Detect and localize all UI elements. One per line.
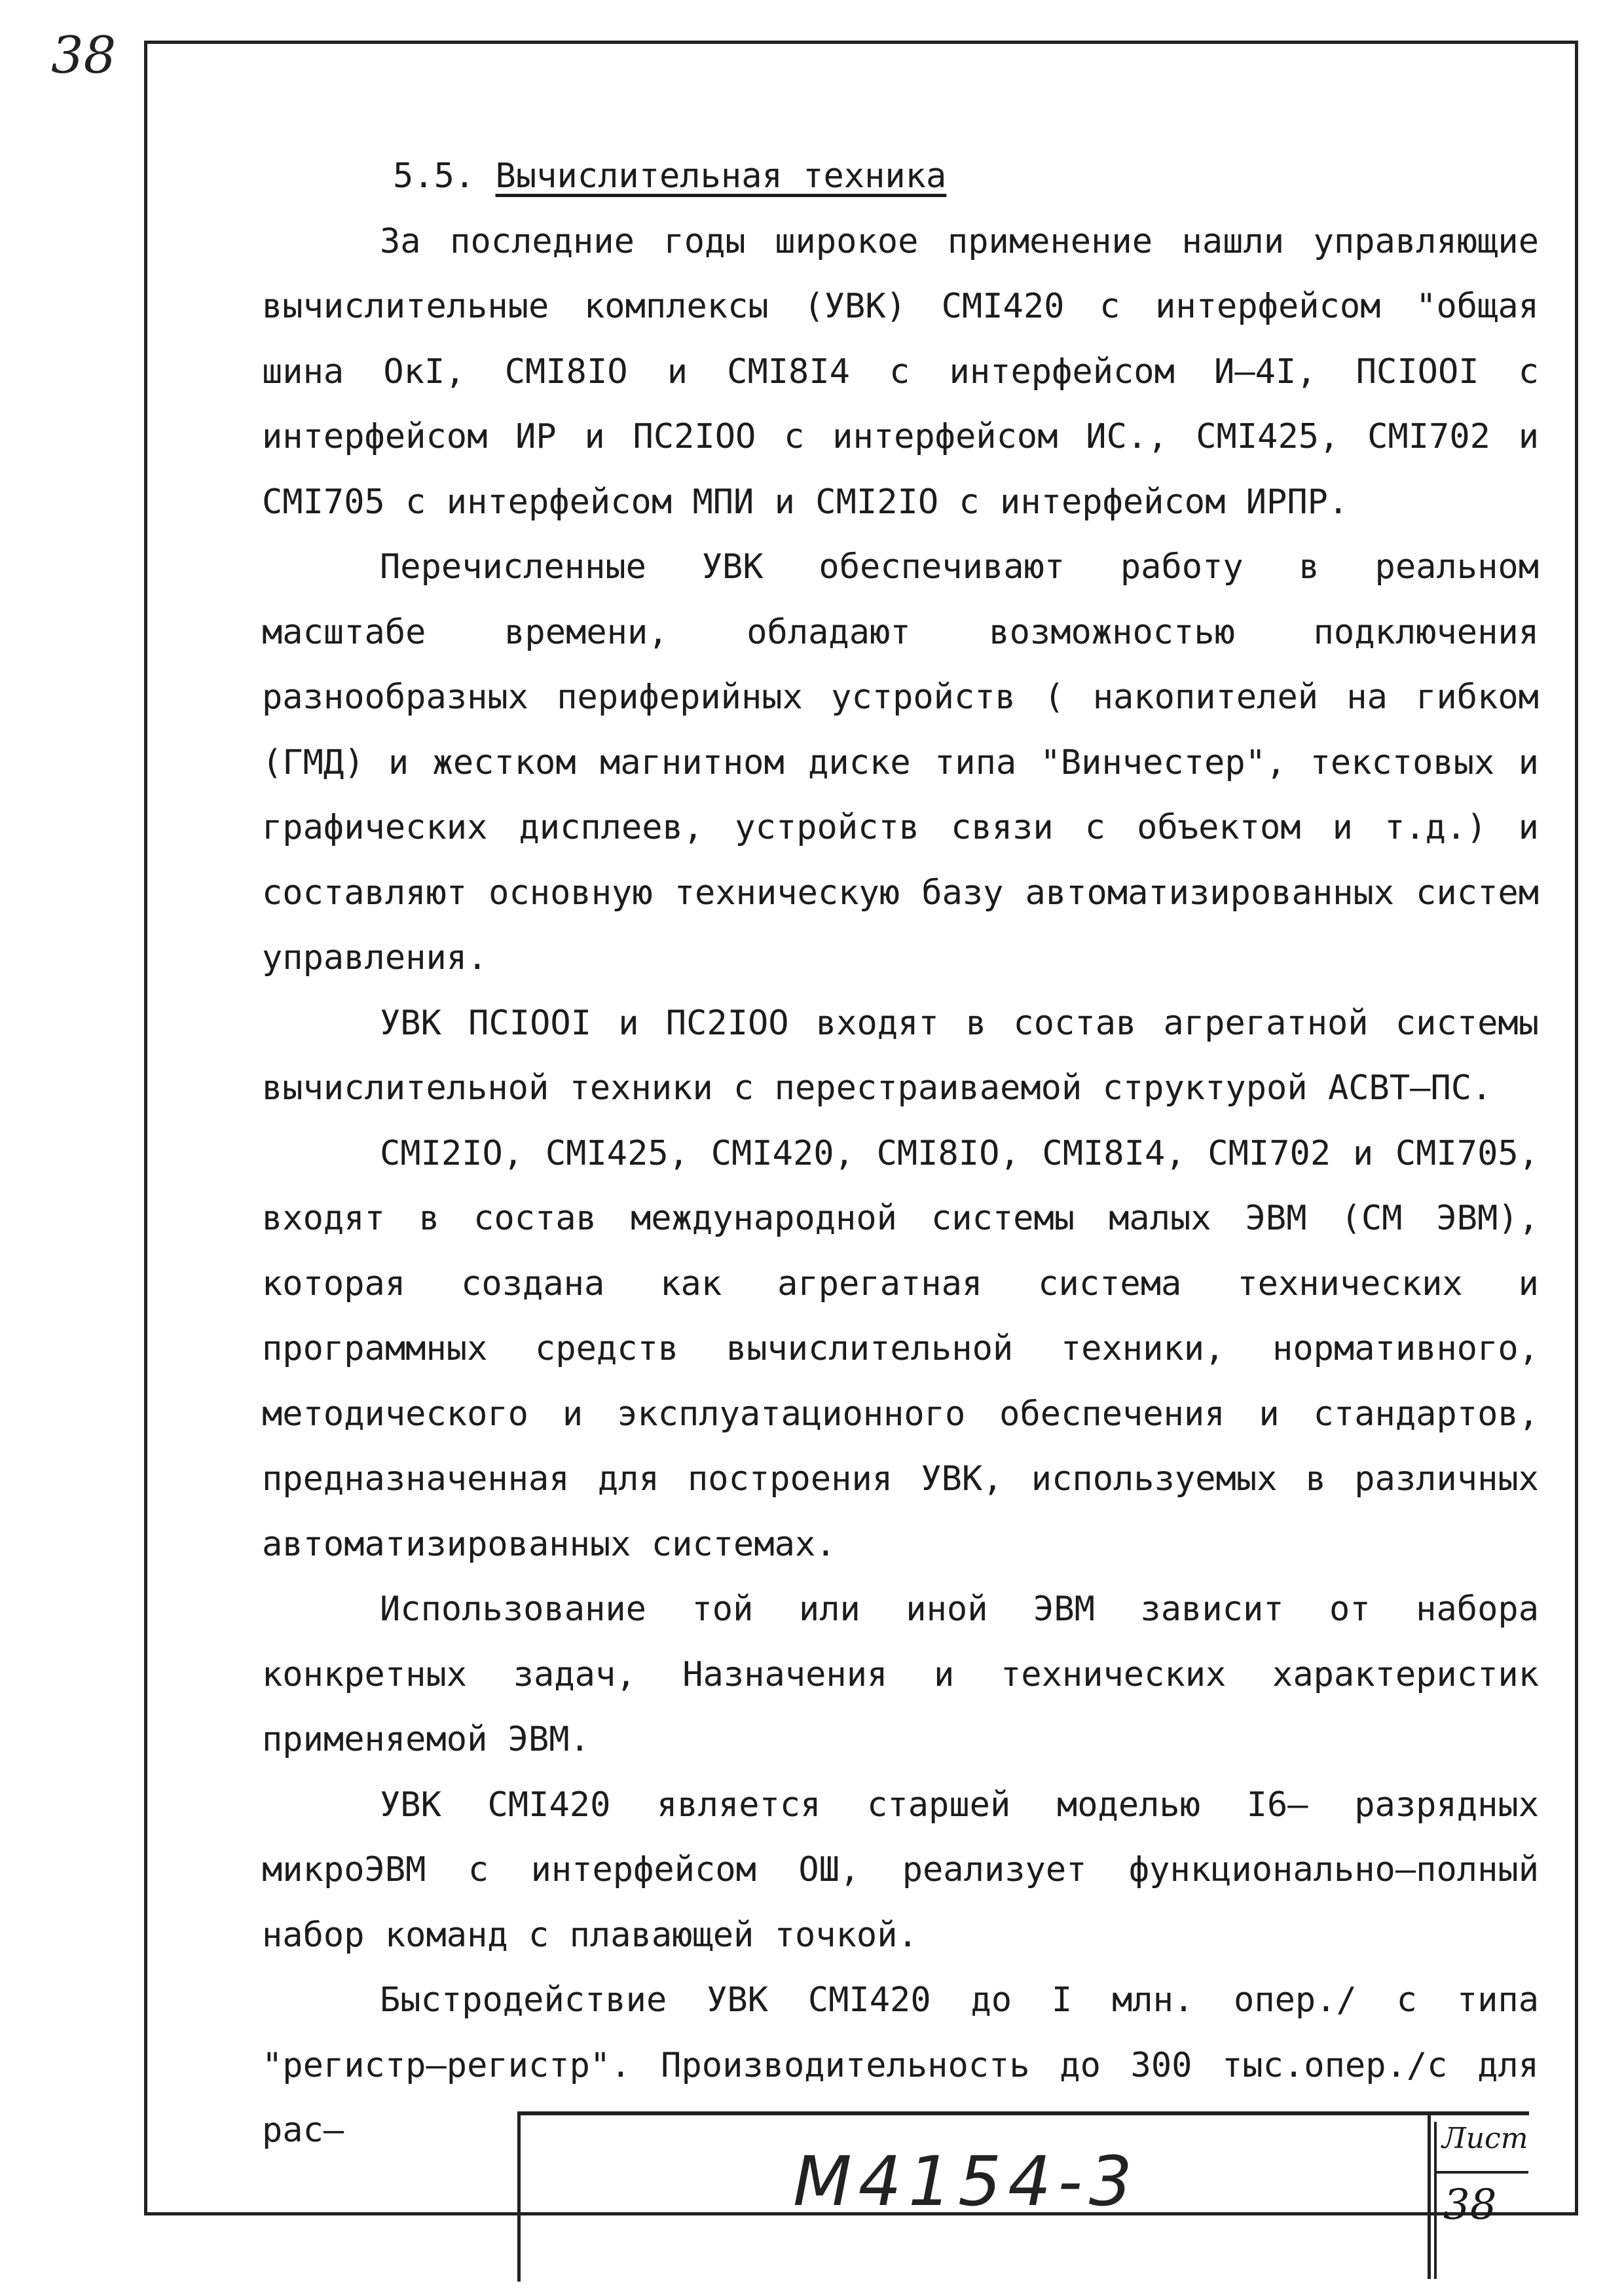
corner-page-number: 38 xyxy=(51,26,117,85)
paragraph: Перечисленные УВК обеспечивают работу в реальном масштабе времени, обладают возможностью подключения разнообразных периферийных устройств ( накопителей на гибком (ГМД) и жестком магнитном диске типа "Винчестер", текстовых и графических дисплеев, устройств связи с объектом и т.д.) и составляют основную техническую базу автоматизированных систем управления. xyxy=(262,547,1539,977)
paragraph: УВК ПСIOOI и ПС2IOO входят в состав агрегатной системы вычислительной техники с перестраиваемой структурой АСВТ–ПС. xyxy=(262,1003,1539,1108)
section-number: 5.5. xyxy=(393,156,475,196)
stamp-divider xyxy=(1428,2115,1431,2279)
sheet-divider xyxy=(1437,2171,1528,2174)
sheet-number: 38 xyxy=(1443,2181,1497,2229)
document-body xyxy=(262,144,1539,2164)
section-heading xyxy=(262,144,1539,210)
paragraph: За последние годы широкое применение нашли управляющие вычислительные комплексы (УВК) СМI420 с интерфейсом "общая шина ОкI, СМI8IO и СМI8I4 с интерфейсом И–4I, ПСIOOI с интерфейсом ИР и ПС2IOO с интерфейсом ИС., СМI425, СМI702 и СМI705 с интерфейсом МПИ и СМI2IO с интерфейсом ИРПР. xyxy=(262,221,1539,522)
paragraph: Использование той или иной ЭВМ зависит от набора конкретных задач, Назначения и технических характеристик применяемой ЭВМ. xyxy=(262,1590,1539,1759)
paragraph: Быстродействие УВК СМI420 до I млн. опер./ с типа "регистр–регистр". Производительность до 300 тыс.опер./с для рас– xyxy=(262,1980,1539,2150)
sheet-box xyxy=(1434,2122,1526,2279)
paragraph: УВК СМI420 является старшей моделью I6– разрядных микроЭВМ с интерфейсом ОШ, реализует функционально–полный набор команд с плавающей точкой. xyxy=(262,1785,1539,1955)
sheet-label: Лист xyxy=(1442,2122,1528,2155)
document-code: М4154-3 xyxy=(792,2141,1139,2221)
title-block-stamp xyxy=(517,2111,1529,2282)
paragraph: СМI2IO, СМI425, СМI420, СМI8IO, СМI8I4, СМI702 и СМI705, входят в состав международной системы малых ЭВМ (СМ ЭВМ), которая создана как агрегатная система технических и программных средств вычислительной техники, нормативного, методического и эксплуатационного обеспечения и стандартов, предназначенная для построения УВК, используемых в различных автоматизированных системах. xyxy=(262,1133,1539,1564)
section-title: Вычислительная техника xyxy=(495,156,947,196)
